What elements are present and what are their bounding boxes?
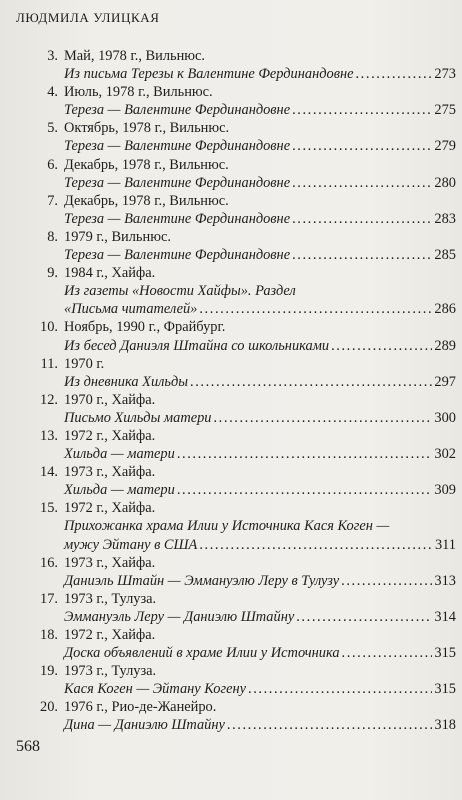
toc-entry-number: 8. — [47, 228, 58, 245]
toc-entry-title-line — [28, 644, 456, 662]
toc-entry-place-date: 1979 г., Вильнюс. — [64, 228, 171, 245]
toc-entry-title-line — [28, 300, 456, 318]
toc-entry-heading — [28, 355, 456, 373]
toc-entry — [28, 355, 456, 391]
toc-entry — [28, 264, 456, 318]
toc-entry-title-line — [28, 246, 456, 264]
toc-entry-page: 315 — [434, 681, 456, 698]
dot-leader — [199, 536, 433, 554]
toc-entry — [28, 662, 456, 698]
toc-entry — [28, 499, 456, 553]
toc-entry-title: Тереза — Валентине Фердинандовне — [64, 247, 291, 264]
toc-entry-title: Доска объявлений в храме Илии у Источника — [64, 645, 340, 662]
toc-entry-title-line — [28, 137, 456, 155]
toc-entry-title-line — [28, 572, 456, 590]
toc-entry-title: Из бесед Даниэля Штайна со школьниками — [64, 337, 330, 354]
toc-entry — [28, 391, 456, 427]
toc-entry-title-line — [28, 716, 456, 734]
toc-entry-number: 4. — [47, 84, 58, 101]
toc-entry-heading — [28, 662, 456, 680]
dot-leader — [199, 300, 432, 318]
dot-leader — [342, 644, 433, 662]
toc-entry-title-line — [28, 65, 456, 83]
toc-entry-title-line — [28, 680, 456, 698]
toc-entry-heading — [28, 156, 456, 174]
dot-leader — [292, 137, 432, 155]
toc-entry-title: Из дневника Хильды — [64, 373, 188, 390]
toc-entry — [28, 318, 456, 354]
toc-entry — [28, 590, 456, 626]
toc-entry — [28, 47, 456, 83]
toc-entry-title-line — [28, 282, 456, 300]
toc-entry-title-line — [28, 608, 456, 626]
toc-entry — [28, 119, 456, 155]
toc-entry-place-date: 1973 г., Тулуза. — [64, 590, 157, 607]
dot-leader — [213, 409, 432, 427]
toc-entry-title: Тереза — Валентине Фердинандовне — [64, 102, 291, 119]
toc-entry-place-date: Декабрь, 1978 г., Вильнюс. — [64, 156, 229, 173]
toc-entry-place-date: 1972 г., Хайфа. — [64, 427, 156, 444]
toc-entry-heading — [28, 83, 456, 101]
toc-entry-number: 17. — [40, 590, 58, 607]
dot-leader — [292, 246, 432, 264]
toc-entry-title-line — [28, 409, 456, 427]
toc-entry-place-date: Май, 1978 г., Вильнюс. — [64, 48, 206, 64]
toc-entry-place-date: 1972 г., Хайфа. — [64, 627, 156, 643]
toc-entry — [28, 463, 456, 499]
toc-entry-heading — [28, 590, 456, 608]
toc-entry-heading — [28, 463, 456, 481]
dot-leader — [190, 373, 432, 391]
toc-entry-place-date: 1973 г., Хайфа. — [64, 464, 156, 481]
toc-entry-title: Хильда — матери — [64, 482, 175, 499]
toc-entry-page: 302 — [434, 446, 456, 463]
dot-leader — [355, 65, 432, 83]
toc-entry-page: 273 — [434, 66, 456, 83]
toc-entry-heading — [28, 499, 456, 517]
toc-entry-title-line — [28, 337, 456, 355]
toc-entry-place-date: 1972 г., Хайфа. — [64, 500, 156, 517]
dot-leader — [292, 101, 432, 119]
toc-entry-number: 10. — [40, 319, 58, 336]
toc-entry-title-line — [28, 210, 456, 228]
toc-entry-number: 9. — [47, 265, 58, 282]
toc-entry-title: Тереза — Валентине Фердинандовне — [64, 174, 291, 191]
toc-entry-heading — [28, 698, 456, 716]
toc-entry-title: «Письма читателей» — [64, 301, 198, 318]
toc-entry-page: 289 — [434, 337, 456, 354]
toc-entry-number: 14. — [40, 464, 58, 481]
toc-entry-place-date: 1970 г. — [64, 355, 105, 372]
toc-entry-page: 309 — [434, 482, 456, 499]
toc-entry-page: 300 — [434, 409, 456, 426]
toc-entry — [28, 698, 456, 734]
toc-entry-page: 314 — [434, 608, 456, 625]
running-head: ЛЮДМИЛА УЛИЦКАЯ — [16, 10, 160, 25]
toc-entry — [28, 626, 456, 662]
dot-leader — [331, 337, 432, 355]
toc-entry-page: 280 — [434, 174, 456, 191]
toc-entry — [28, 427, 456, 463]
toc-entry-number: 15. — [40, 500, 58, 517]
toc-entry-heading — [28, 228, 456, 246]
toc-entry-heading — [28, 47, 456, 65]
toc-entry-heading — [28, 119, 456, 137]
toc-entry-heading — [28, 192, 456, 210]
page-number: 568 — [16, 738, 40, 755]
toc-entry-place-date: 1984 г., Хайфа. — [64, 265, 156, 282]
toc-entry-heading — [28, 264, 456, 282]
toc-entry-number: 6. — [47, 156, 58, 173]
toc-entry-title-line — [28, 445, 456, 463]
toc-entry-title: Из письма Терезы к Валентине Фердинандовне — [64, 66, 354, 83]
toc-entry-page: 285 — [434, 247, 456, 264]
toc-entry-title: Письмо Хильды матери — [64, 409, 212, 426]
toc-entry-heading — [28, 554, 456, 572]
toc-entry-place-date: Октябрь, 1978 г., Вильнюс. — [64, 120, 230, 137]
toc-entry-place-date: Июль, 1978 г., Вильнюс. — [64, 84, 213, 101]
toc-entry-page: 286 — [434, 301, 456, 318]
toc-entry-number: 3. — [47, 48, 58, 64]
toc-entry-place-date: 1973 г., Тулуза. — [64, 663, 157, 680]
toc-entry-title: Прихожанка храма Илии у Источника Кася Коген — — [64, 518, 390, 535]
toc-entry-place-date: 1973 г., Хайфа. — [64, 554, 156, 571]
toc-entry-heading — [28, 391, 456, 409]
toc-entry-title-line — [28, 101, 456, 119]
toc-entry-page: 279 — [434, 138, 456, 155]
dot-leader — [248, 680, 432, 698]
toc-entry-page: 311 — [434, 536, 456, 553]
toc-entry-title-line — [28, 174, 456, 192]
dot-leader — [296, 608, 432, 626]
dot-leader — [177, 481, 433, 499]
toc-entry-title: мужу Эйтану в США — [64, 536, 198, 553]
table-of-contents — [28, 47, 456, 735]
toc-entry-title: Кася Коген — Эйтану Когену — [64, 681, 246, 698]
toc-entry-number: 20. — [40, 699, 58, 716]
toc-entry — [28, 192, 456, 228]
toc-entry-page: 315 — [434, 645, 456, 662]
dot-leader — [292, 210, 432, 228]
toc-entry-number: 11. — [40, 355, 58, 372]
dot-leader — [341, 572, 432, 590]
toc-entry-title-line — [28, 517, 456, 535]
toc-entry-number: 13. — [40, 427, 58, 444]
toc-entry-number: 16. — [40, 554, 58, 571]
toc-entry — [28, 228, 456, 264]
toc-entry-place-date: Ноябрь, 1990 г., Фрайбург. — [64, 319, 226, 336]
toc-entry-number: 7. — [47, 192, 58, 209]
toc-entry-number: 19. — [40, 663, 58, 680]
toc-entry-page: 313 — [434, 572, 456, 589]
toc-entry-number: 5. — [47, 120, 58, 137]
toc-entry-page: 275 — [434, 102, 456, 119]
toc-entry-heading — [28, 427, 456, 445]
toc-entry-title: Эммануэль Леру — Даниэлю Штайну — [64, 608, 295, 625]
toc-entry-title-line — [28, 481, 456, 499]
toc-entry-title: Хильда — матери — [64, 446, 175, 463]
toc-entry-place-date: 1976 г., Рио-де-Жанейро. — [64, 699, 217, 716]
toc-entry-title: Тереза — Валентине Фердинандовне — [64, 138, 291, 155]
toc-entry-heading — [28, 318, 456, 336]
toc-entry-title-line — [28, 373, 456, 391]
toc-entry-title: Тереза — Валентине Фердинандовне — [64, 210, 291, 227]
dot-leader — [227, 716, 433, 734]
toc-entry — [28, 554, 456, 590]
toc-entry-page: 283 — [434, 210, 456, 227]
toc-entry — [28, 83, 456, 119]
toc-entry-place-date: Декабрь, 1978 г., Вильнюс. — [64, 192, 229, 209]
toc-entry-title: Дина — Даниэлю Штайну — [64, 717, 225, 734]
toc-entry-heading — [28, 626, 456, 644]
toc-entry-title-line — [28, 536, 456, 554]
toc-entry-number: 12. — [40, 391, 58, 408]
toc-entry-title: Даниэль Штайн — Эммануэлю Леру в Тулузу — [64, 572, 340, 589]
dot-leader — [177, 445, 433, 463]
toc-entry-page: 318 — [434, 717, 456, 734]
toc-entry-title: Из газеты «Новости Хайфы». Раздел — [64, 283, 296, 300]
toc-entry-place-date: 1970 г., Хайфа. — [64, 391, 156, 408]
dot-leader — [292, 174, 432, 192]
toc-entry-page: 297 — [434, 373, 456, 390]
toc-entry-number: 18. — [40, 627, 58, 643]
toc-entry — [28, 156, 456, 192]
